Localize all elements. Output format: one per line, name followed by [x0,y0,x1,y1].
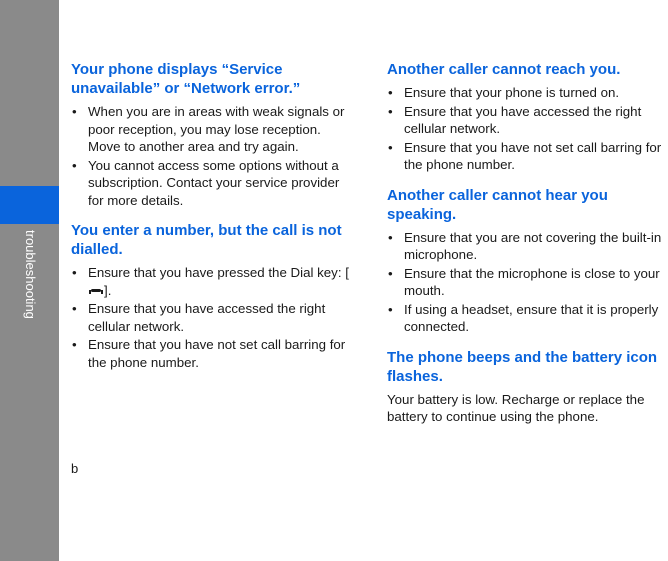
bullet-list [387,229,668,336]
list-item: • Ensure that you have accessed the right cellular network. [387,103,668,138]
section-service-unavailable [71,60,355,209]
paragraph: Your battery is low. Recharge or replace the battery to continue using the phone. [387,391,645,424]
left-column [71,60,355,383]
bullet-list [71,264,355,371]
list-item: • Ensure that you are not covering the built-in microphone. [387,229,668,264]
list-item: • If using a headset, ensure that it is properly connected. [387,301,668,336]
section-caller-cannot-hear [387,186,668,336]
list-item: • You cannot access some options without a subscription. Contact your service provider for more details. [71,157,355,210]
page-marker: b [71,461,79,476]
section-caller-cannot-reach [387,60,668,174]
section-heading: Another caller cannot hear you speaking. [387,186,608,223]
bullet-list [71,103,355,209]
list-item-text: ]. [104,282,112,298]
right-column [387,60,668,426]
list-item: • Ensure that you have not set call barring for the phone number. [387,139,668,174]
list-item: • When you are in areas with weak signals or poor reception, you may lose reception. Move to another area and try again. [71,103,355,156]
sidebar [0,0,59,561]
section-heading: Another caller cannot reach you. [387,61,621,78]
section-battery-beeps [387,348,668,426]
list-item: • Ensure that your phone is turned on. [387,84,668,102]
section-heading: The phone beeps and the battery icon flashes. [387,348,658,385]
list-item [71,264,355,299]
list-item: • Ensure that you have not set call barring for the phone number. [71,336,355,371]
dial-key-icon [89,288,103,294]
sidebar-section-label: troubleshooting [23,230,38,319]
section-call-not-dialled [71,221,355,371]
section-heading: You enter a number, but the call is not dialled. [71,222,342,258]
list-item-text: Ensure that you have pressed the Dial key: [ [88,265,349,280]
sidebar-active-tab [0,186,59,224]
bullet-list [387,84,668,174]
section-heading: Your phone displays “Service unavailable” or “Network error.” [71,61,301,97]
list-item: • Ensure that the microphone is close to your mouth. [387,265,668,300]
list-item: • Ensure that you have accessed the right cellular network. [71,300,355,335]
